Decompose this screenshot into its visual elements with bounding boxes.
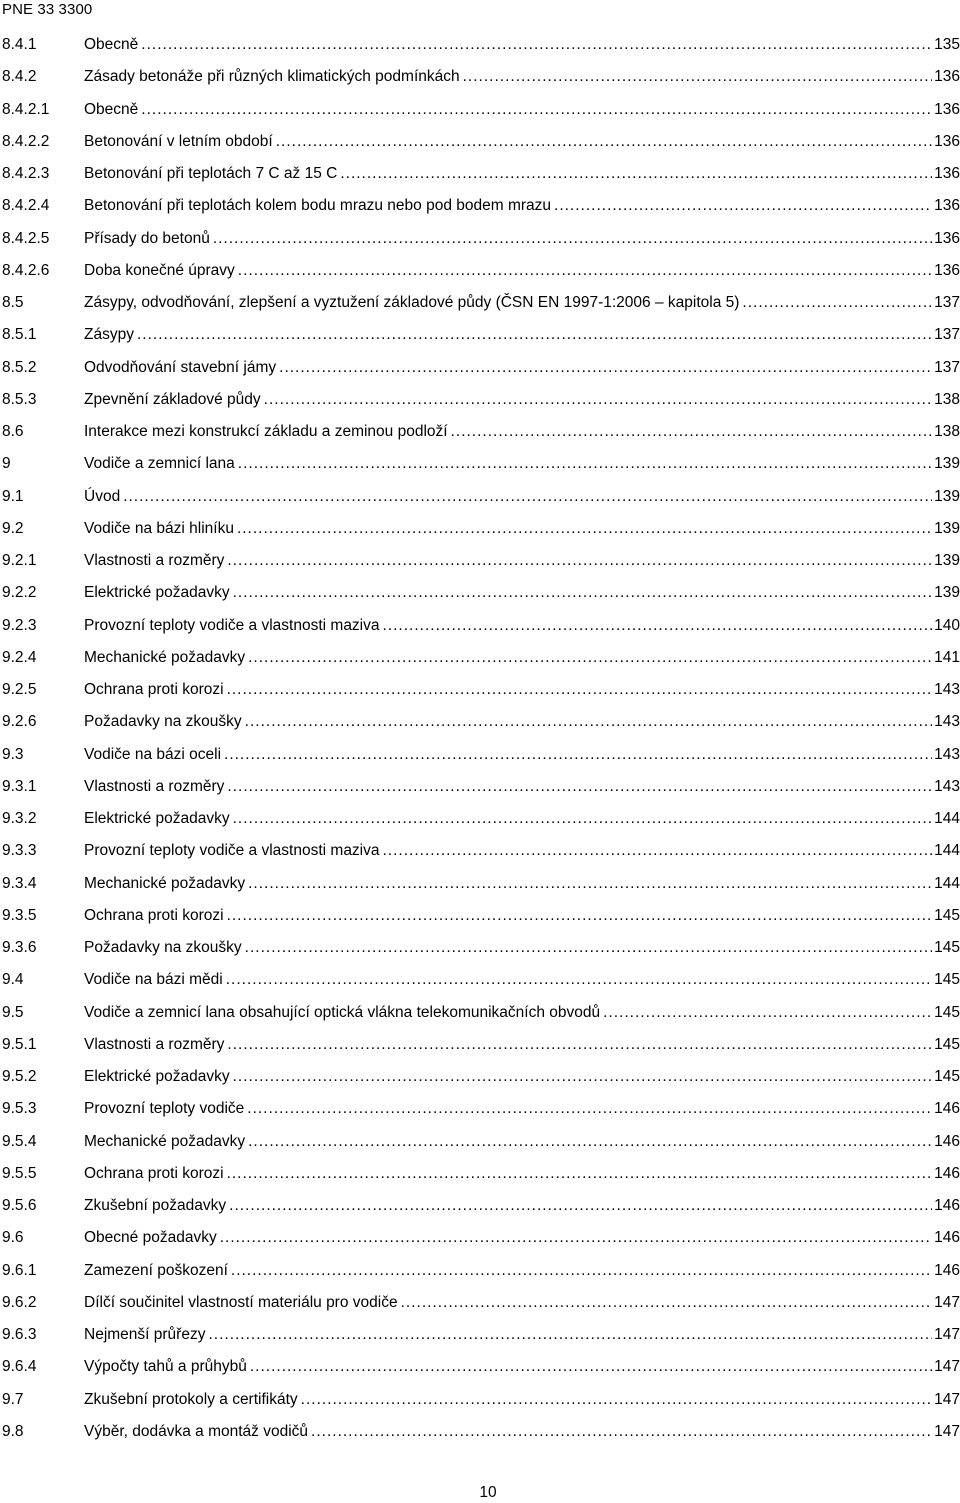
toc-entry-page[interactable]: 139 (934, 552, 960, 569)
toc-entry-number: 9.5.2 (2, 1068, 37, 1085)
toc-entry-title[interactable]: Vlastnosti a rozměry (84, 1035, 225, 1053)
toc-entry-title[interactable]: Mechanické požadavky (84, 874, 246, 892)
toc-entry-title[interactable]: Vlastnosti a rozměry (84, 552, 225, 569)
toc-entry-page[interactable]: 146 (934, 1197, 960, 1214)
toc-entry-body (84, 1293, 960, 1313)
toc-entry-page[interactable]: 136 (934, 261, 960, 279)
toc-entry-body (84, 454, 960, 474)
toc-entry-page[interactable]: 147 (934, 1422, 960, 1440)
toc-entry-number: 9.6 (2, 1229, 24, 1247)
toc-entry-title[interactable]: Obecně (84, 100, 139, 118)
dot-leader (238, 261, 932, 281)
toc-entry[interactable] (0, 1357, 960, 1389)
toc-entry[interactable] (0, 261, 960, 293)
dot-leader (554, 196, 932, 216)
toc-entry[interactable] (0, 906, 960, 938)
toc-entry-number: 8.4.2.3 (2, 165, 50, 182)
toc-entry[interactable] (0, 809, 960, 841)
toc-entry[interactable] (0, 1196, 960, 1228)
toc-entry-number: 9.6.2 (2, 1293, 37, 1311)
toc-entry[interactable] (0, 390, 960, 422)
toc-entry[interactable] (0, 841, 960, 873)
dot-leader (264, 390, 932, 410)
dot-leader (248, 874, 932, 894)
toc-entry-number: 8.4.2.6 (2, 261, 50, 279)
dot-leader (208, 1325, 932, 1345)
dot-leader (301, 1390, 932, 1410)
toc-entry-title[interactable]: Ochrana proti korozi (84, 906, 224, 924)
toc-entry-body (84, 1357, 960, 1377)
toc-entry-title[interactable]: Betonování při teplotách 7 C až 15 C (84, 165, 338, 182)
toc-entry-number: 9.6.3 (2, 1326, 37, 1343)
toc-entry-title[interactable]: Výběr, dodávka a montáž vodičů (84, 1422, 309, 1440)
toc-entry-body (84, 745, 960, 765)
toc-entry-body (84, 35, 960, 55)
toc-entry[interactable] (0, 583, 960, 615)
dot-leader (141, 100, 932, 120)
toc-entry-body (84, 648, 960, 668)
toc-entry-number: 9.8 (2, 1422, 24, 1440)
toc-entry-body (84, 1132, 960, 1152)
toc-entry-number: 9 (2, 455, 11, 473)
dot-leader (245, 712, 932, 732)
toc-entry-page[interactable]: 137 (934, 294, 960, 311)
toc-entry-title[interactable]: Zkušební požadavky (84, 1197, 227, 1214)
toc-entry[interactable] (0, 293, 960, 325)
toc-entry-page[interactable]: 140 (934, 616, 960, 634)
toc-entry-body (84, 132, 960, 152)
toc-entry-body (84, 938, 960, 958)
toc-entry-number: 9.2.6 (2, 713, 37, 731)
dot-leader (463, 67, 933, 87)
toc-entry-body (84, 422, 960, 442)
toc-entry-page[interactable]: 147 (934, 1326, 960, 1343)
toc-entry-page[interactable]: 138 (934, 390, 960, 408)
toc-entry-title[interactable]: Přísady do betonů (84, 229, 210, 247)
toc-entry-number: 8.5.1 (2, 326, 37, 344)
toc-entry-body (84, 1067, 960, 1087)
dot-leader (233, 1067, 933, 1087)
toc-entry-body (84, 1003, 960, 1023)
toc-entry-number: 9.5.1 (2, 1035, 37, 1053)
dot-leader (141, 35, 932, 55)
toc-entry-title[interactable]: Provozní teploty vodiče a vlastnosti maziva (84, 842, 380, 860)
toc-entry-title[interactable]: Zkušební protokoly a certifikáty (84, 1390, 298, 1408)
toc-entry-page[interactable]: 145 (934, 906, 960, 924)
toc-entry[interactable] (0, 1132, 960, 1164)
toc-entry-title[interactable]: Vlastnosti a rozměry (84, 777, 225, 795)
toc-entry-page[interactable]: 147 (934, 1358, 960, 1376)
toc-entry-number: 9.2.5 (2, 681, 37, 698)
toc-entry-number: 9.2.2 (2, 584, 37, 602)
toc-entry-body (84, 325, 960, 345)
toc-entry-title[interactable]: Výpočty tahů a průhybů (84, 1358, 247, 1376)
toc-entry-number: 9.2 (2, 519, 24, 537)
dot-leader (238, 454, 932, 474)
toc-entry-body (84, 1099, 960, 1119)
toc-entry-number: 8.4.2.5 (2, 229, 50, 247)
toc-entry-title[interactable]: Obecné požadavky (84, 1229, 217, 1247)
toc-entry-body (84, 583, 960, 603)
toc-entry-title[interactable]: Mechanické požadavky (84, 648, 246, 666)
toc-entry[interactable] (0, 777, 960, 809)
toc-entry[interactable] (0, 970, 960, 1002)
toc-entry[interactable] (0, 1067, 960, 1099)
toc-entry[interactable] (0, 358, 960, 390)
toc-entry-body (84, 712, 960, 732)
dot-leader (401, 1293, 933, 1313)
toc-entry[interactable] (0, 454, 960, 486)
toc-entry-page[interactable]: 145 (934, 1068, 960, 1085)
toc-entry-number: 8.5.2 (2, 358, 37, 376)
toc-entry-body (84, 551, 960, 571)
toc-entry-title[interactable]: Vodiče na bázi hliníku (84, 519, 234, 537)
toc-entry-title[interactable]: Požadavky na zkoušky (84, 939, 242, 956)
toc-entry-title[interactable]: Dílčí součinitel vlastností materiálu pro vodiče (84, 1293, 398, 1311)
toc-entry[interactable] (0, 1422, 960, 1454)
dot-leader (233, 583, 933, 603)
toc-entry-title[interactable]: Zamezení poškození (84, 1261, 228, 1279)
toc-entry-title[interactable]: Úvod (84, 487, 121, 505)
toc-entry-body (84, 67, 960, 87)
toc-entry[interactable] (0, 680, 960, 712)
toc-entry[interactable] (0, 229, 960, 261)
toc-entry-page[interactable]: 146 (934, 1261, 960, 1279)
toc-entry-number: 9.2.1 (2, 552, 37, 569)
dot-leader (383, 841, 933, 861)
dot-leader (137, 325, 932, 345)
toc-entry-page[interactable]: 138 (934, 423, 960, 440)
toc-entry-title[interactable]: Odvodňování stavební jámy (84, 358, 277, 376)
toc-entry-body (84, 1196, 960, 1216)
dot-leader (245, 938, 932, 958)
toc-entry-title[interactable]: Ochrana proti korozi (84, 1164, 224, 1182)
toc-entry[interactable] (0, 616, 960, 648)
toc-entry-body (84, 906, 960, 926)
toc-entry-title[interactable]: Elektrické požadavky (84, 584, 230, 602)
toc-entry-body (84, 777, 960, 797)
toc-entry-title[interactable]: Mechanické požadavky (84, 1132, 246, 1150)
toc-entry-page[interactable]: 136 (934, 100, 960, 118)
dot-leader (213, 229, 932, 249)
dot-leader (123, 487, 932, 507)
dot-leader (383, 616, 933, 636)
dot-leader (227, 680, 933, 700)
toc-entry-number: 9.6.4 (2, 1358, 37, 1376)
toc-entry-page[interactable]: 146 (934, 1164, 960, 1182)
toc-entry-page[interactable]: 144 (934, 810, 960, 827)
toc-entry-page[interactable]: 139 (934, 584, 960, 602)
toc-entry-body (84, 358, 960, 378)
toc-entry-body (84, 841, 960, 861)
toc-entry[interactable] (0, 551, 960, 583)
dot-leader (248, 648, 932, 668)
dot-leader (227, 1035, 932, 1055)
dot-leader (603, 1003, 932, 1023)
toc-entry-page[interactable]: 144 (934, 874, 960, 892)
toc-entry-page[interactable]: 136 (934, 68, 960, 86)
toc-entry-page[interactable]: 145 (934, 939, 960, 956)
toc-entry-body (84, 261, 960, 281)
toc-entry-body (84, 1261, 960, 1281)
toc-entry-body (84, 293, 960, 313)
toc-entry-number: 8.5.3 (2, 390, 37, 408)
toc-entry-body (84, 519, 960, 539)
toc-entry-number: 9.3.2 (2, 810, 37, 827)
page-number: 10 (479, 1484, 497, 1501)
toc-entry-number: 9.3.5 (2, 906, 37, 924)
dot-leader (227, 906, 933, 926)
toc-entry-title[interactable]: Betonování při teplotách kolem bodu mrazu nebo pod bodem mrazu (84, 197, 552, 215)
toc-entry-page[interactable]: 143 (934, 745, 960, 763)
toc-entry-body (84, 1164, 960, 1184)
toc-entry-number: 9.2.3 (2, 616, 37, 634)
toc-entry[interactable] (0, 1325, 960, 1357)
toc-entry-number: 9.4 (2, 971, 24, 989)
toc-entry-number: 9.5 (2, 1003, 24, 1021)
toc-entry[interactable] (0, 1035, 960, 1067)
toc-entry-page[interactable]: 136 (934, 132, 960, 150)
toc-entry[interactable] (0, 648, 960, 680)
toc-entry[interactable] (0, 1099, 960, 1131)
toc-entry-title[interactable]: Vodiče na bázi oceli (84, 745, 222, 763)
toc-entry[interactable] (0, 874, 960, 906)
dot-leader (311, 1422, 932, 1442)
toc-entry[interactable] (0, 1228, 960, 1260)
toc-entry-number: 9.1 (2, 487, 24, 505)
toc-entry[interactable] (0, 325, 960, 357)
toc-entry[interactable] (0, 519, 960, 551)
toc-entry[interactable] (0, 1164, 960, 1196)
toc-entry-page[interactable]: 144 (934, 842, 960, 860)
toc-entry-number: 9.3.4 (2, 874, 37, 892)
toc-entry-number: 9.6.1 (2, 1261, 37, 1279)
toc-entry-number: 8.5 (2, 294, 24, 311)
toc-entry-page[interactable]: 146 (934, 1132, 960, 1150)
toc-entry-page[interactable]: 135 (934, 36, 960, 53)
toc-entry-body (84, 196, 960, 216)
toc-entry-title[interactable]: Požadavky na zkoušky (84, 713, 242, 731)
toc-entry-page[interactable]: 145 (934, 971, 960, 989)
toc-entry-title[interactable]: Zásypy (84, 326, 134, 344)
toc-entry-body (84, 616, 960, 636)
toc-entry[interactable] (0, 35, 960, 67)
dot-leader (227, 777, 932, 797)
toc-entry[interactable] (0, 100, 960, 132)
toc-entry[interactable] (0, 938, 960, 970)
toc-entry-page[interactable]: 147 (934, 1293, 960, 1311)
toc-entry[interactable] (0, 196, 960, 228)
toc-entry-number: 8.4.2.2 (2, 132, 50, 150)
toc-entry[interactable] (0, 487, 960, 519)
toc-entry-title[interactable]: Zásady betonáže při různých klimatických podmínkách (84, 68, 460, 86)
toc-entry[interactable] (0, 422, 960, 454)
toc-entry-page[interactable]: 136 (934, 197, 960, 215)
toc-entry-title[interactable]: Zpevnění základové půdy (84, 390, 261, 408)
toc-entry-body (84, 1390, 960, 1410)
toc-entry-number: 9.5.3 (2, 1100, 37, 1118)
dot-leader (227, 551, 932, 571)
toc-entry-body (84, 970, 960, 990)
toc-entry-body (84, 229, 960, 249)
toc-entry-page[interactable]: 141 (934, 648, 960, 666)
toc-entry[interactable] (0, 164, 960, 196)
dot-leader (742, 293, 932, 313)
dot-leader (340, 164, 932, 184)
toc-entry-title[interactable]: Nejmenší průřezy (84, 1326, 206, 1343)
toc-entry-number: 9.3.1 (2, 777, 37, 795)
toc-entry-number: 9.7 (2, 1390, 24, 1408)
toc-entry[interactable] (0, 1390, 960, 1422)
toc-entry-page[interactable]: 145 (934, 1035, 960, 1053)
toc-entry-body (84, 874, 960, 894)
toc-entry-page[interactable]: 139 (934, 487, 960, 505)
dot-leader (247, 1099, 932, 1119)
toc-entry-page[interactable]: 143 (934, 713, 960, 731)
toc-entry-number: 9.2.4 (2, 648, 37, 666)
dot-leader (248, 1132, 932, 1152)
toc-entry[interactable] (0, 67, 960, 99)
dot-leader (237, 519, 932, 539)
toc-entry-number: 8.4.2.4 (2, 197, 50, 215)
toc-entry-title[interactable]: Vodiče na bázi mědi (84, 971, 223, 989)
toc-entry-body (84, 100, 960, 120)
toc-entry-number: 8.6 (2, 423, 24, 440)
toc-entry[interactable] (0, 1261, 960, 1293)
toc-entry-title[interactable]: Vodiče a zemnicí lana obsahující optická vlákna telekomunikačních obvodů (84, 1003, 601, 1021)
toc-entry-body (84, 1422, 960, 1442)
toc-entry-page[interactable]: 137 (934, 326, 960, 344)
toc-entry-title[interactable]: Zásypy, odvodňování, zlepšení a vyztužení základové půdy (ČSN EN 1997-1:2006 – kapitola 5) (84, 294, 740, 311)
dot-leader (224, 745, 932, 765)
dot-leader (220, 1228, 932, 1248)
table-of-contents (0, 35, 960, 1454)
toc-entry-title[interactable]: Ochrana proti korozi (84, 681, 224, 698)
toc-entry-page[interactable]: 147 (934, 1390, 960, 1408)
toc-entry-number: 9.5.5 (2, 1164, 37, 1182)
toc-entry-number: 9.5.4 (2, 1132, 37, 1150)
toc-entry-page[interactable]: 145 (934, 1003, 960, 1021)
toc-entry[interactable] (0, 745, 960, 777)
toc-entry-title[interactable]: Provozní teploty vodiče (84, 1100, 245, 1118)
toc-entry-body (84, 1228, 960, 1248)
toc-entry-page[interactable]: 146 (934, 1100, 960, 1118)
dot-leader (451, 422, 933, 442)
toc-entry-body (84, 164, 960, 184)
toc-entry[interactable] (0, 132, 960, 164)
toc-entry-page[interactable]: 143 (934, 681, 960, 698)
dot-leader (279, 358, 932, 378)
dot-leader (226, 970, 932, 990)
dot-leader (227, 1164, 933, 1184)
toc-entry-number: 8.4.1 (2, 36, 37, 53)
toc-entry-number: 8.4.2 (2, 68, 37, 86)
toc-entry-title[interactable]: Elektrické požadavky (84, 1068, 230, 1085)
toc-entry-body (84, 809, 960, 829)
dot-leader (231, 1261, 932, 1281)
toc-entry-title[interactable]: Elektrické požadavky (84, 810, 230, 827)
toc-entry[interactable] (0, 1293, 960, 1325)
toc-entry-title[interactable]: Vodiče a zemnicí lana (84, 455, 235, 473)
dot-leader (250, 1357, 932, 1377)
toc-entry[interactable] (0, 712, 960, 744)
toc-entry-page[interactable]: 139 (934, 519, 960, 537)
toc-entry-title[interactable]: Doba konečné úpravy (84, 261, 235, 279)
toc-entry-page[interactable]: 136 (934, 165, 960, 182)
toc-entry-body (84, 1325, 960, 1345)
toc-entry-title[interactable]: Interakce mezi konstrukcí základu a zeminou podloží (84, 423, 448, 440)
toc-entry-number: 9.3 (2, 745, 24, 763)
toc-entry-number: 9.3.3 (2, 842, 37, 860)
toc-entry-title[interactable]: Obecně (84, 36, 139, 53)
document-header: PNE 33 3300 (2, 1, 93, 18)
toc-entry[interactable] (0, 1003, 960, 1035)
toc-entry-page[interactable]: 146 (934, 1229, 960, 1247)
toc-entry-body (84, 487, 960, 507)
toc-entry-page[interactable]: 143 (934, 777, 960, 795)
toc-entry-body (84, 1035, 960, 1055)
dot-leader (229, 1196, 932, 1216)
toc-entry-page[interactable]: 137 (934, 358, 960, 376)
toc-entry-title[interactable]: Betonování v letním období (84, 132, 273, 150)
toc-entry-page[interactable]: 136 (934, 229, 960, 247)
dot-leader (233, 809, 933, 829)
toc-entry-body (84, 390, 960, 410)
toc-entry-number: 9.5.6 (2, 1197, 37, 1214)
toc-entry-number: 8.4.2.1 (2, 100, 50, 118)
toc-entry-body (84, 680, 960, 700)
toc-entry-page[interactable]: 139 (934, 455, 960, 473)
dot-leader (276, 132, 932, 152)
toc-entry-title[interactable]: Provozní teploty vodiče a vlastnosti maziva (84, 616, 380, 634)
toc-entry-number: 9.3.6 (2, 939, 37, 956)
